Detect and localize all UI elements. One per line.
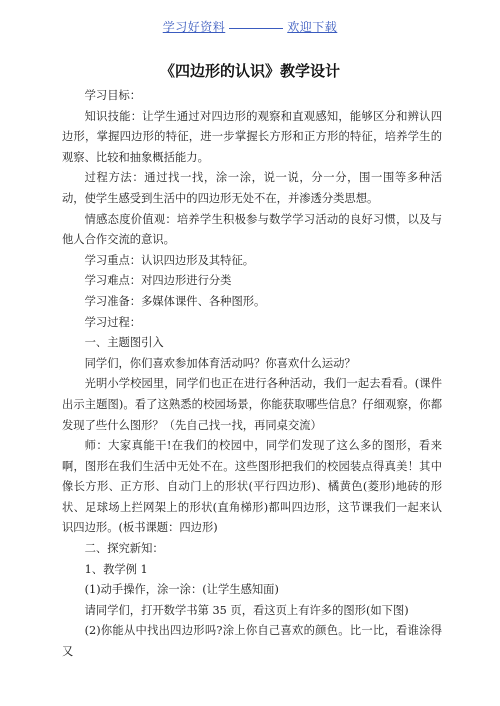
document-title: 《四边形的认识》教学设计 [159, 62, 340, 80]
paragraph-teacher-summary: 师：大家真能干!在我们的校园中，同学们发现了这么多的图形，看来啊，图形在我们生活中无处不在。这些图形把我们的校园装点得真美！其中像长方形、正方形、自动门上的形状(平行四边形)、橘黄色(菱形)地砖的形状、足球场上拦网架上的形状(直角梯形)都叫四边形，这节课我们一起来认识四边形。(板书课题：四边形) [62, 439, 442, 535]
paragraph-example-one: 1、教学例 1 [84, 562, 148, 576]
paragraph-section-one-heading: 一、主题图引入 [84, 336, 164, 350]
paragraph-section-two-heading: 二、探究新知： [84, 542, 164, 556]
paragraph-preparation: 学习准备：多媒体课件、各种图形。 [84, 294, 266, 308]
paragraph-find-quadrilaterals: (2)你能从中找出四边形吗?涂上你自己喜欢的颜色。比一比，看谁涂得又 [62, 624, 442, 659]
paragraph-difficulties: 学习难点：对四边形进行分类 [84, 274, 232, 288]
paragraph-process-methods: 过程方法：通过找一找，涂一涂，说一说，分一分，围一围等多种活动，使学生感受到生活中的四边形无处不在，并渗透分类思想。 [62, 171, 442, 205]
document-body [62, 86, 442, 663]
paragraph-open-book: 请同学们，打开数学书第 35 页，看这页上有许多的图形(如下图) [84, 603, 409, 617]
paragraph-attitude-values: 情感态度价值观：培养学生积极参与数学学习活动的良好习惯，以及与他人合作交流的意识。 [62, 212, 442, 247]
paragraph-knowledge-skills: 知识技能：让学生通过对四边形的观察和直观感知，能够区分和辨认四边形，掌握四边形的特征，进一步掌握长方形和正方形的特征，培养学生的观察、比较和抽象概括能力。 [62, 109, 442, 164]
header-right-text: 欢迎下载 [287, 20, 338, 34]
header-left-text: 学习好资料 [162, 20, 226, 34]
header-separator-line [229, 28, 283, 29]
paragraph-hands-on: (1)动手操作，涂一涂：(让学生感知面) [84, 583, 279, 597]
paragraph-process-heading: 学习过程： [84, 315, 142, 329]
paragraph-opening-question: 同学们，你们喜欢参加体育活动吗？你喜欢什么运动？ [84, 356, 356, 370]
page-header [0, 18, 500, 35]
paragraph-campus-scene: 光明小学校园里，同学们也正在进行各种活动，我们一起去看看。(课件出示主题图)。看了这熟悉的校园场景，你能获取哪些信息？仔细观察，你都发现了些什么图形？（先自己找一找，再同桌交流） [62, 377, 442, 432]
paragraph-key-points: 学习重点：认识四边形及其特征。 [84, 253, 255, 267]
paragraph-learning-goals: 学习目标： [84, 89, 142, 102]
